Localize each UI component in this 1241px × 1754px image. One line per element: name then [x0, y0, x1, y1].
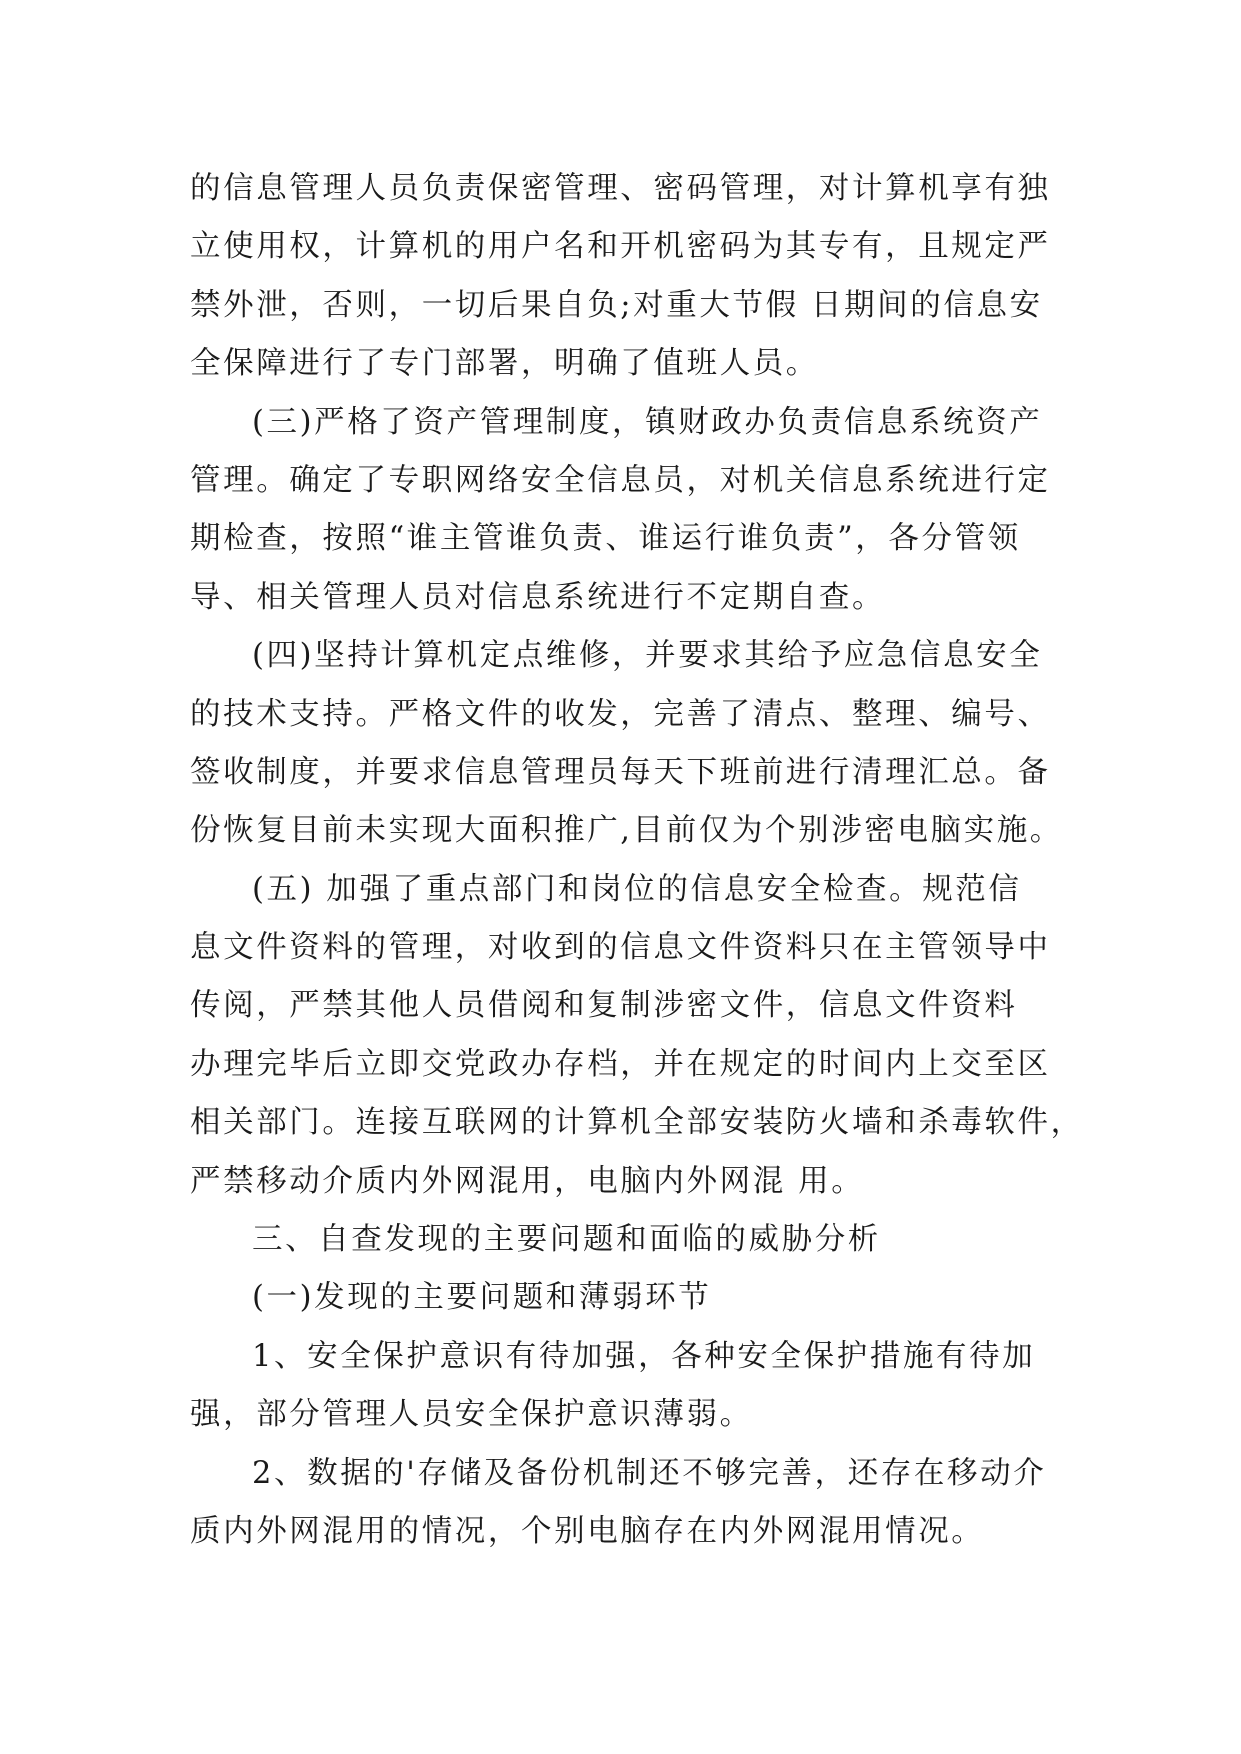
subsection-heading: (一)发现的主要问题和薄弱环节 — [252, 1280, 712, 1316]
text-line: 份恢复目前未实现大面积推广,目前仅为个别涉密电脑实施。 — [190, 813, 1063, 849]
text-line: 相关部门。连接互联网的计算机全部安装防火墙和杀毒软件， — [190, 1105, 1084, 1141]
text-line: 办理完毕后立即交党政办存档，并在规定的时间内上交至区 — [190, 1046, 1051, 1082]
paragraph-start-line: 2、数据的'存储及备份机制还不够完善，还存在移动介 — [252, 1455, 1047, 1491]
paragraph-start-line: (三)严格了资产管理制度，镇财政办负责信息系统资产 — [252, 404, 1043, 440]
text-line: 导、相关管理人员对信息系统进行不定期自查。 — [190, 579, 886, 615]
paragraph-start-line: (四)坚持计算机定点维修，并要求其给予应急信息安全 — [252, 638, 1043, 674]
text-line: 的信息管理人员负责保密管理、密码管理，对计算机享有独 — [190, 171, 1051, 206]
text-line: 立使用权，计算机的用户名和开机密码为其专有，且规定严 — [190, 229, 1051, 265]
text-line: 传阅，严禁其他人员借阅和复制涉密文件，信息文件资料 — [190, 988, 1018, 1024]
body-text — [190, 160, 1084, 1561]
text-line: 强，部分管理人员安全保护意识薄弱。 — [190, 1397, 753, 1433]
paragraph-start-line: 1、安全保护意识有待加强，各种安全保护措施有待加 — [252, 1338, 1036, 1374]
text-line: 签收制度，并要求信息管理员每天下班前进行清理汇总。备 — [190, 754, 1051, 790]
text-line: 的技术支持。严格文件的收发，完善了清点、整理、编号、 — [190, 696, 1051, 732]
text-line: 管理。确定了专职网络安全信息员，对机关信息系统进行定 — [190, 462, 1051, 498]
text-line: 禁外泄，否则，一切后果自负;对重大节假 日期间的信息安 — [190, 287, 1043, 323]
paragraph-start-line: (五) 加强了重点部门和岗位的信息安全检查。规范信 — [252, 871, 1022, 907]
text-line: 期检查，按照“谁主管谁负责、谁运行谁负责”，各分管领 — [190, 521, 1021, 557]
section-heading: 三、自查发现的主要问题和面临的威胁分析 — [252, 1222, 881, 1258]
text-line: 息文件资料的管理，对收到的信息文件资料只在主管领导中 — [190, 930, 1051, 966]
text-line: 质内外网混用的情况，个别电脑存在内外网混用情况。 — [190, 1513, 985, 1549]
text-line: 严禁移动介质内外网混用，电脑内外网混 用。 — [190, 1163, 865, 1199]
text-line: 全保障进行了专门部署，明确了值班人员。 — [190, 346, 819, 382]
